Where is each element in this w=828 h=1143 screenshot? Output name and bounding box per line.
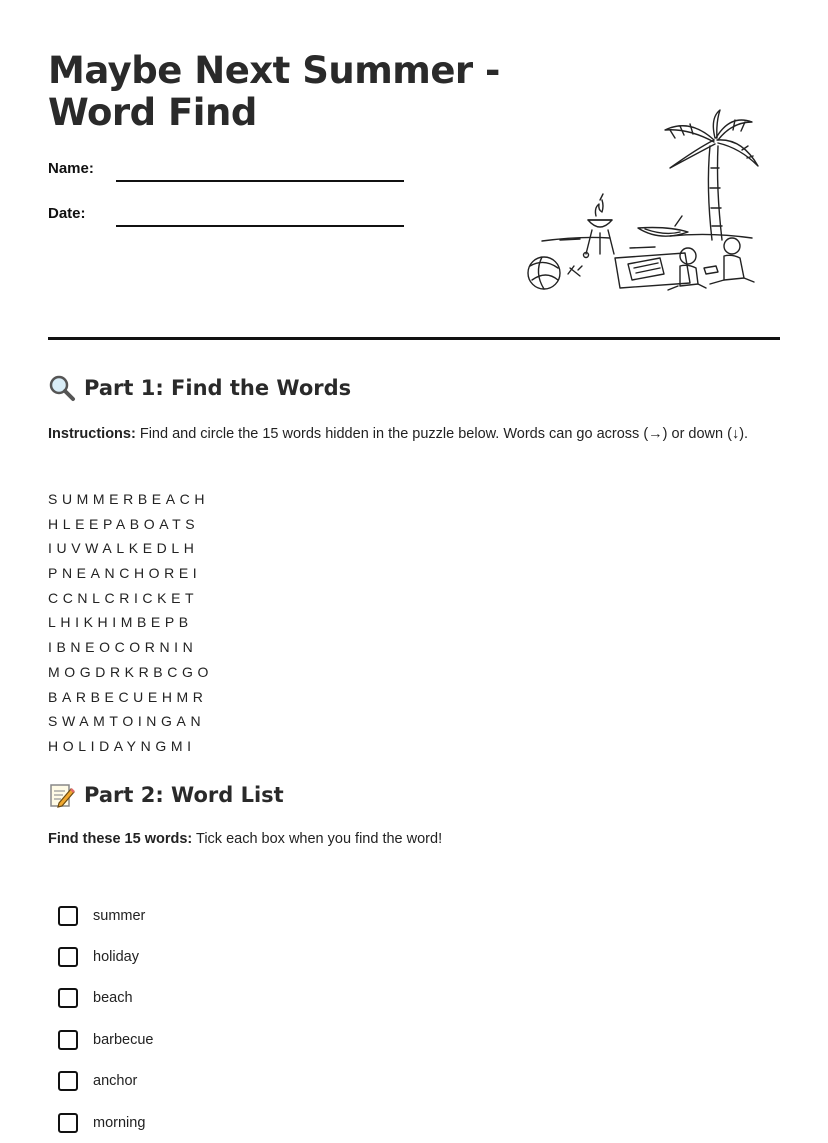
word-checklist	[58, 895, 153, 1143]
date-label: Date:	[48, 205, 86, 222]
list-item	[58, 936, 153, 977]
list-item	[58, 895, 153, 936]
grid-row: HLEEPABOATS	[48, 515, 200, 532]
grid-row: MOGDRKRBCGO	[48, 663, 213, 680]
part2-heading	[48, 781, 284, 809]
memo-pencil-icon	[48, 781, 76, 809]
part2-heading-text: Part 2: Word List	[84, 783, 284, 807]
name-label: Name:	[48, 160, 94, 177]
magnifying-glass-icon	[48, 374, 76, 402]
find-label: Find these 15 words:	[48, 831, 193, 847]
list-item	[58, 1019, 153, 1060]
name-field[interactable]	[116, 180, 404, 182]
grid-row: LHIKHIMBEPB	[48, 614, 193, 631]
word-label: holiday	[93, 949, 139, 966]
instructions	[48, 422, 778, 447]
part1-heading	[48, 374, 351, 402]
word-checkbox[interactable]	[58, 1113, 78, 1133]
grid-row: IUVWALKEDLH	[48, 540, 199, 557]
word-label: barbecue	[93, 1031, 154, 1048]
word-checkbox[interactable]	[58, 1030, 78, 1050]
grid-row: SUMMERBEACH	[48, 491, 210, 507]
grid-row: PNEANCHOREI	[48, 565, 202, 582]
word-search-grid	[48, 487, 213, 759]
word-label: summer	[93, 907, 146, 924]
page-title: Maybe Next Summer - Word Find	[48, 49, 500, 134]
instructions-label: Instructions:	[48, 426, 136, 442]
word-label: morning	[93, 1114, 146, 1131]
grid-row: BARBECUEHMR	[48, 688, 208, 705]
word-checkbox[interactable]	[58, 947, 78, 967]
find-text: Tick each box when you find the word!	[192, 831, 443, 847]
list-item	[58, 1061, 153, 1102]
header-divider	[48, 337, 780, 340]
word-label: beach	[93, 990, 133, 1007]
part1-heading-text: Part 1: Find the Words	[84, 376, 352, 400]
grid-row: HOLIDAYNGMI	[48, 737, 196, 754]
grid-row: CCNLCRICKET	[48, 589, 199, 606]
instructions-text: Find and circle the 15 words hidden in the puzzle below. Words can go across (→) or down (↓).	[135, 426, 749, 442]
list-item	[58, 1102, 153, 1143]
grid-row: IBNEOCORNIN	[48, 639, 198, 656]
word-checkbox[interactable]	[58, 906, 78, 926]
word-checkbox[interactable]	[58, 988, 78, 1008]
grid-row: SWAMTOINGAN	[48, 713, 206, 730]
word-label: anchor	[93, 1073, 138, 1090]
word-checkbox[interactable]	[58, 1071, 78, 1091]
list-item	[58, 978, 153, 1019]
beach-barbecue-illustration	[520, 108, 760, 293]
date-field[interactable]	[116, 225, 404, 227]
word-list-instructions	[48, 831, 442, 847]
